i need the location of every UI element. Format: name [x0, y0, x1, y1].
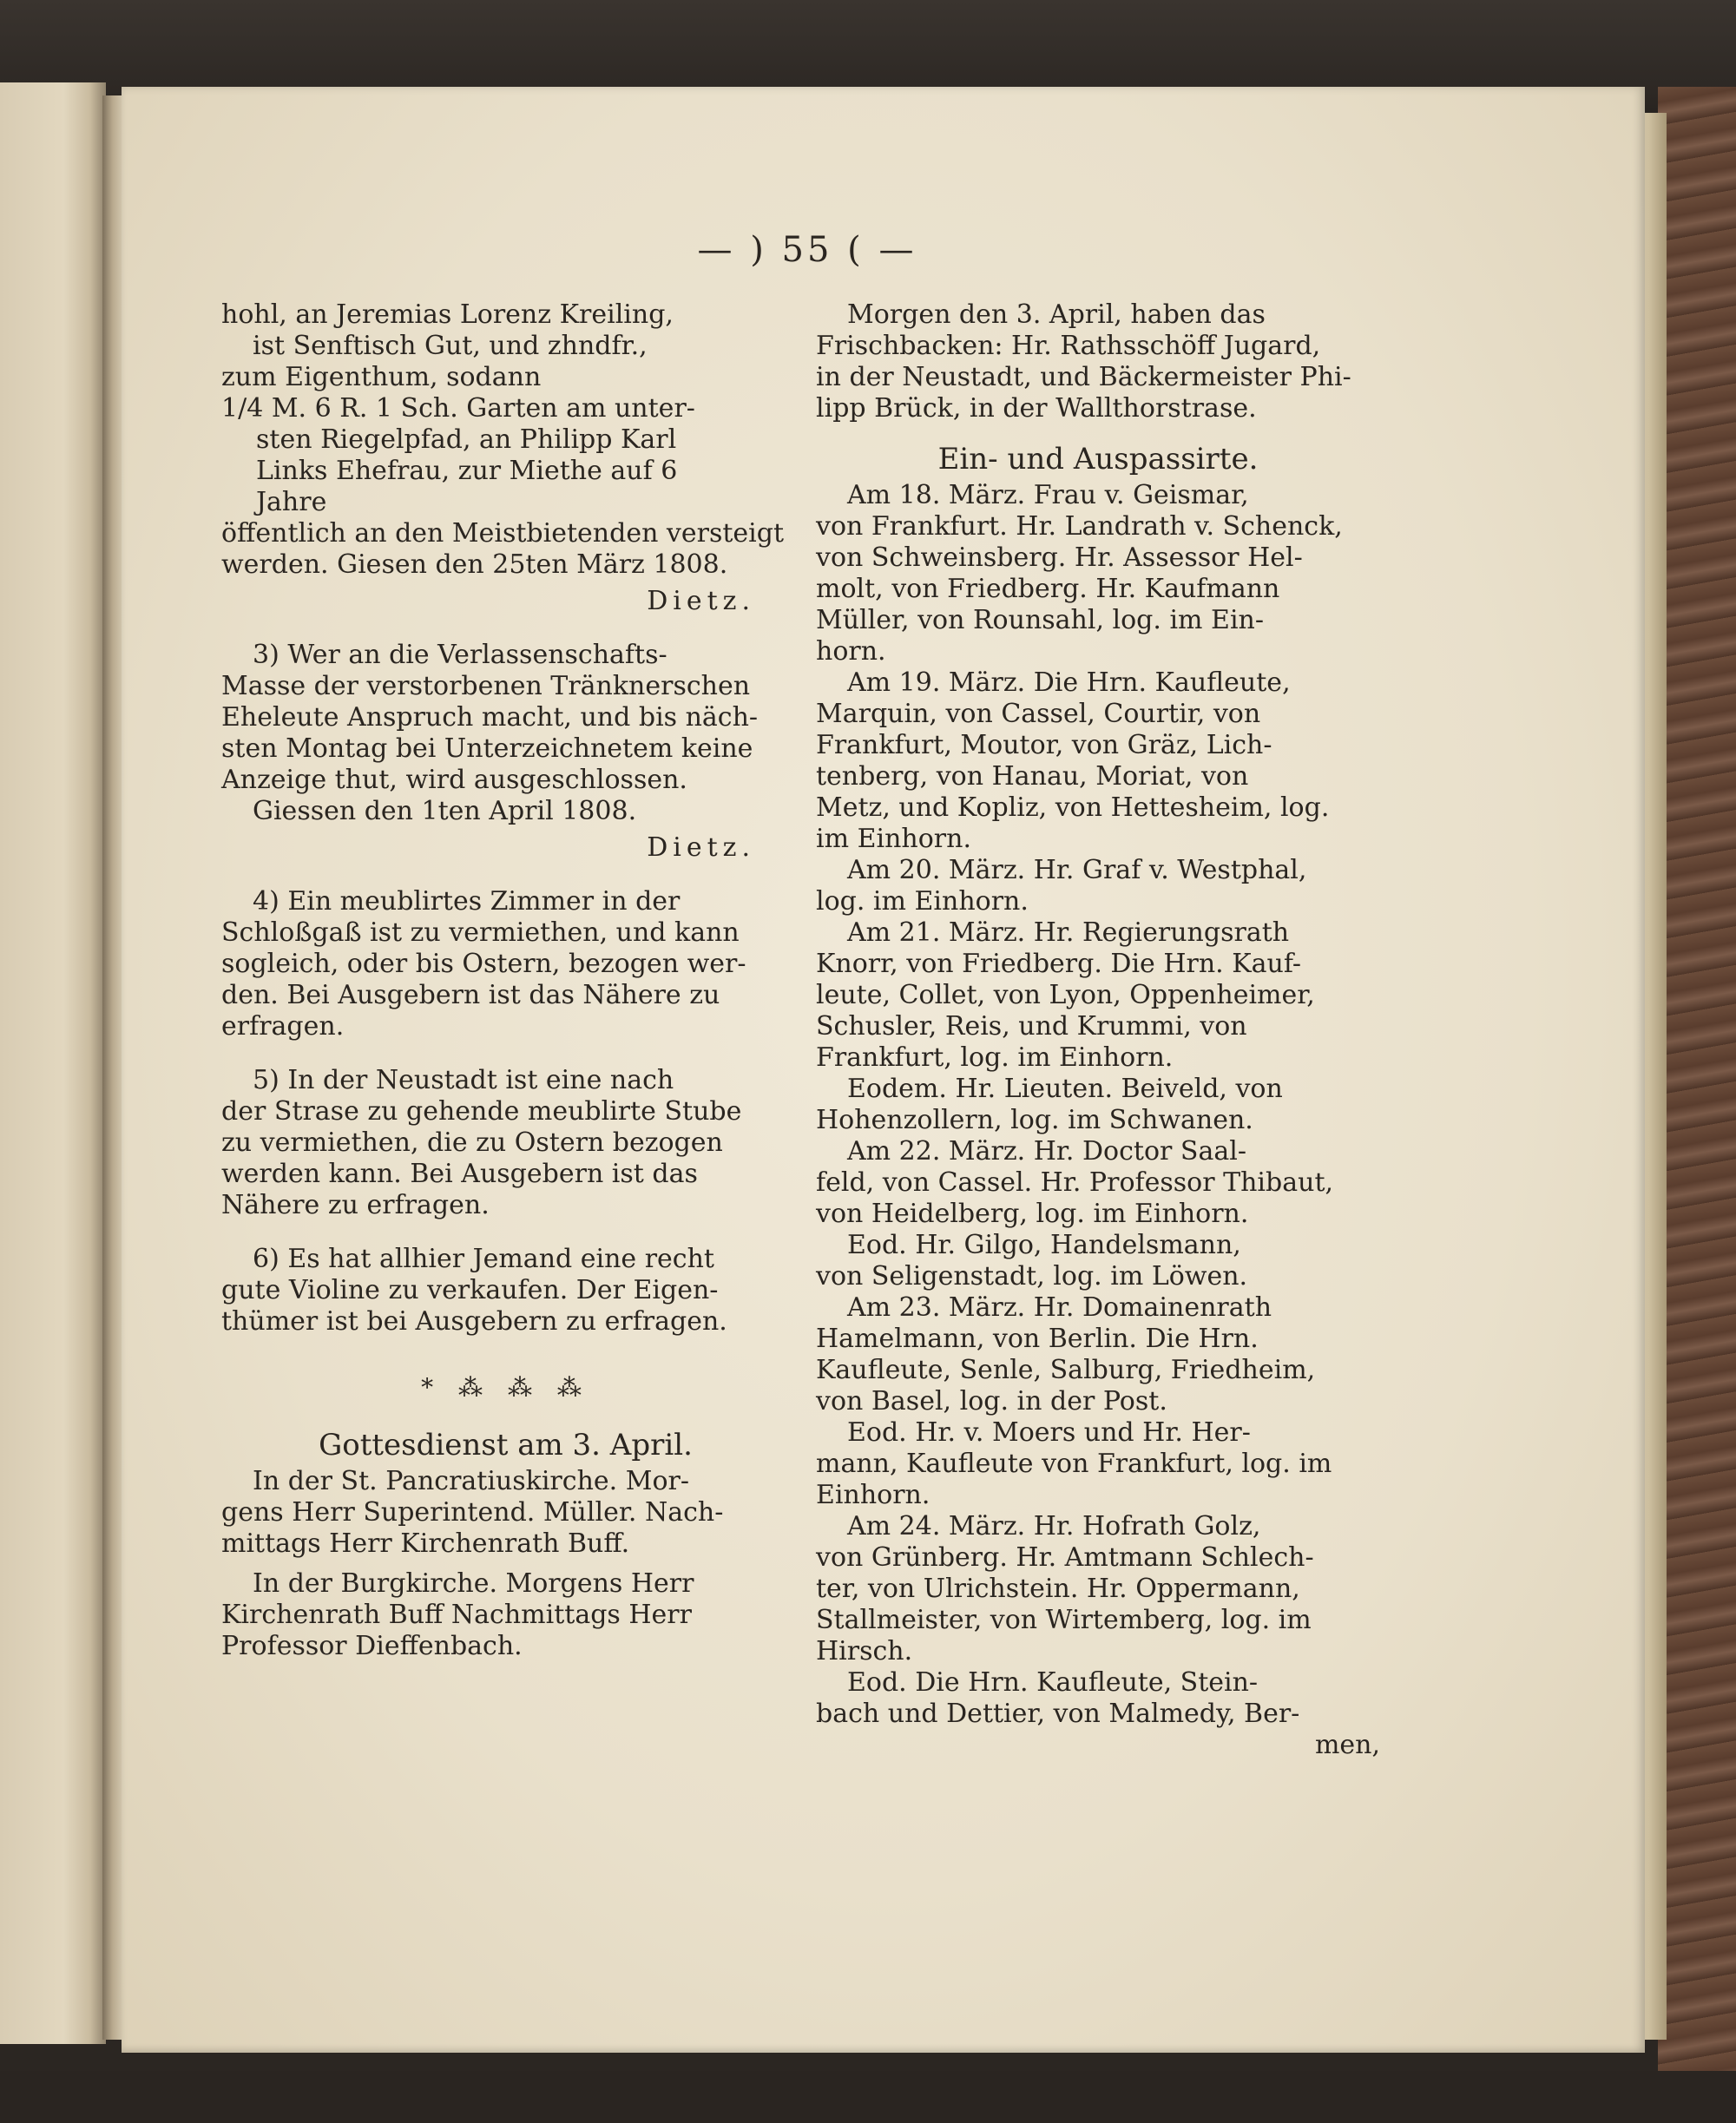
text-line: tenberg, von Hanau, Moriat, von [816, 761, 1249, 792]
text-line: sten Montag bei Unterzeichnetem keine [221, 733, 753, 764]
text-line: In der St. Pancratiuskirche. Mor- [253, 1466, 689, 1496]
text-line: von Basel, log. in der Post. [816, 1386, 1167, 1416]
text-line: werden kann. Bei Ausgebern ist das [221, 1159, 698, 1189]
text-line: der Strase zu gehende meublirte Stube [221, 1096, 742, 1127]
service-heading: Gottesdienst am 3. April. [319, 1428, 693, 1462]
service-pancratius [221, 1466, 790, 1560]
text-line: Am 20. März. Hr. Graf v. Westphal, [847, 855, 1307, 885]
right-column [816, 299, 1380, 1761]
text-line: in der Neustadt, und Bäckermeister Phi- [816, 362, 1351, 392]
text-line: von Grünberg. Hr. Amtmann Schlech- [816, 1542, 1314, 1573]
arrival-entry [816, 1667, 1380, 1730]
left-column [221, 299, 790, 1662]
text-line: thümer ist bei Ausgebern zu erfragen. [221, 1306, 727, 1337]
text-line: Giessen den 1ten April 1808. [253, 796, 637, 826]
signature-dietz: Dietz. [647, 586, 755, 616]
text-line: Schusler, Reis, und Krummi, von [816, 1011, 1247, 1042]
text-line: Links Ehefrau, zur Miethe auf 6 [256, 456, 678, 486]
left-block3 [221, 518, 790, 581]
book-cover-bottom [0, 2071, 1736, 2123]
arrival-entry [816, 855, 1380, 917]
text-line: 3) Wer an die Verlassenschafts- [253, 640, 667, 670]
text-line: Hamelmann, von Berlin. Die Hrn. [816, 1324, 1259, 1354]
text-line: hohl, an Jeremias Lorenz Kreiling, [221, 299, 674, 330]
text-line: Marquin, von Cassel, Courtir, von [816, 699, 1261, 729]
left-block2 [221, 393, 790, 518]
text-line: mann, Kaufleute von Frankfurt, log. im [816, 1449, 1332, 1479]
arrival-entry [816, 1136, 1380, 1230]
text-line: lipp Brück, in der Wallthorstrase. [816, 393, 1257, 424]
text-line: von Frankfurt. Hr. Landrath v. Schenck, [816, 511, 1343, 542]
text-line: Müller, von Rounsahl, log. im Ein- [816, 605, 1264, 635]
text-line: Frankfurt, log. im Einhorn. [816, 1042, 1174, 1073]
text-line: Eodem. Hr. Lieuten. Beiveld, von [847, 1074, 1283, 1104]
text-line: werden. Giesen den 25ten März 1808. [221, 549, 728, 580]
notice-item-4 [221, 886, 790, 1042]
text-line: 5) In der Neustadt ist eine nach [253, 1065, 674, 1095]
notice-item-3 [221, 640, 790, 827]
arrival-entry [816, 1511, 1380, 1667]
text-line: Eod. Die Hrn. Kaufleute, Stein- [847, 1667, 1259, 1698]
arrival-entry [816, 667, 1380, 855]
text-line: 4) Ein meublirtes Zimmer in der [253, 886, 681, 917]
arrival-entry [816, 1417, 1380, 1511]
text-line: Eod. Hr. Gilgo, Handelsmann, [847, 1230, 1241, 1260]
arrival-entry [816, 917, 1380, 1074]
text-line: Am 23. März. Hr. Domainenrath [847, 1292, 1272, 1323]
text-line: Nähere zu erfragen. [221, 1190, 490, 1220]
text-line: Jahre [256, 487, 327, 517]
text-line: gens Herr Superintend. Müller. Nach- [221, 1497, 724, 1528]
arrival-entry [816, 480, 1380, 667]
text-line: im Einhorn. [816, 824, 971, 854]
page-number-header: — ) 55 ( — [697, 230, 917, 270]
text-line: Am 18. März. Frau v. Geismar, [847, 480, 1249, 510]
text-line: Kaufleute, Senle, Salburg, Friedheim, [816, 1355, 1316, 1385]
text-line: Frischbacken: Hr. Rathsschöff Jugard, [816, 331, 1321, 361]
text-line: Am 21. März. Hr. Regierungsrath [847, 917, 1290, 948]
text-line: Einhorn. [816, 1480, 930, 1510]
ornament-divider: * ⁂ ⁂ ⁂ [421, 1373, 590, 1402]
text-line: 6) Es hat allhier Jemand eine recht [253, 1244, 714, 1274]
text-line: ter, von Ulrichstein. Hr. Oppermann, [816, 1574, 1300, 1604]
text-line: den. Bei Ausgebern ist das Nähere zu [221, 980, 720, 1010]
left-block1 [221, 299, 790, 393]
notice-item-6 [221, 1244, 790, 1338]
arrivals-list [816, 480, 1380, 1730]
arrival-entry [816, 1230, 1380, 1292]
text-line: sten Riegelpfad, an Philipp Karl [256, 424, 677, 455]
text-line: zu vermiethen, die zu Ostern bezogen [221, 1127, 723, 1158]
text-line: bach und Dettier, von Malmedy, Ber- [816, 1699, 1300, 1729]
text-line: Anzeige thut, wird ausgeschlossen. [221, 765, 687, 795]
text-line: Hirsch. [816, 1636, 913, 1666]
text-line: von Heidelberg, log. im Einhorn. [816, 1199, 1249, 1229]
text-line: Am 22. März. Hr. Doctor Saal- [847, 1136, 1246, 1167]
text-line: Hohenzollern, log. im Schwanen. [816, 1105, 1253, 1135]
text-line: von Seligenstadt, log. im Löwen. [816, 1261, 1248, 1292]
baking-notice [816, 299, 1380, 424]
text-line: zum Eigenthum, sodann [221, 362, 542, 392]
service-burgkirche [221, 1568, 790, 1662]
notice-item-5 [221, 1065, 790, 1221]
text-line: Am 19. März. Die Hrn. Kaufleute, [847, 667, 1291, 698]
text-line: 1/4 M. 6 R. 1 Sch. Garten am unter- [221, 393, 695, 424]
text-line: Professor Dieffenbach. [221, 1631, 523, 1661]
text-line: Knorr, von Friedberg. Die Hrn. Kauf- [816, 949, 1302, 979]
text-line: erfragen. [221, 1011, 345, 1042]
text-line: Morgen den 3. April, haben das [847, 299, 1266, 330]
book-cover-spine-edge [1658, 87, 1736, 2083]
arrival-entry [816, 1074, 1380, 1136]
text-line: von Schweinsberg. Hr. Assessor Hel- [816, 542, 1303, 573]
text-line: Stallmeister, von Wirtemberg, log. im [816, 1605, 1312, 1635]
text-line: Kirchenrath Buff Nachmittags Herr [221, 1600, 692, 1630]
text-line: gute Violine zu verkaufen. Der Eigen- [221, 1275, 719, 1305]
text-line: Am 24. März. Hr. Hofrath Golz, [847, 1511, 1261, 1541]
text-line: Masse der verstorbenen Tränknerschen [221, 671, 751, 701]
text-line: ist Senftisch Gut, und zhndfr., [253, 331, 648, 361]
signature-dietz: Dietz. [647, 832, 755, 863]
text-line: Eheleute Anspruch macht, und bis näch- [221, 702, 759, 733]
text-line: feld, von Cassel. Hr. Professor Thibaut, [816, 1167, 1334, 1198]
text-line: Schloßgaß ist zu vermiethen, und kann [221, 917, 740, 948]
text-line: log. im Einhorn. [816, 886, 1029, 917]
facing-page-sliver [0, 82, 106, 2044]
text-line: Frankfurt, Moutor, von Gräz, Lich- [816, 730, 1272, 760]
text-line: leute, Collet, von Lyon, Oppenheimer, [816, 980, 1315, 1010]
text-line: In der Burgkirche. Morgens Herr [253, 1568, 694, 1599]
text-line: öffentlich an den Meistbietenden versteigt [221, 518, 785, 549]
text-line: molt, von Friedberg. Hr. Kaufmann [816, 574, 1280, 604]
text-line: mittags Herr Kirchenrath Buff. [221, 1528, 630, 1559]
text-line: Eod. Hr. v. Moers und Hr. Her- [847, 1417, 1251, 1448]
arrival-entry [816, 1292, 1380, 1417]
arrivals-heading: Ein- und Auspassirte. [937, 442, 1259, 477]
text-line: sogleich, oder bis Ostern, bezogen wer- [221, 949, 746, 979]
catchword: men, [1314, 1730, 1380, 1760]
text-line: horn. [816, 636, 886, 667]
text-line: Metz, und Kopliz, von Hettesheim, log. [816, 792, 1330, 823]
